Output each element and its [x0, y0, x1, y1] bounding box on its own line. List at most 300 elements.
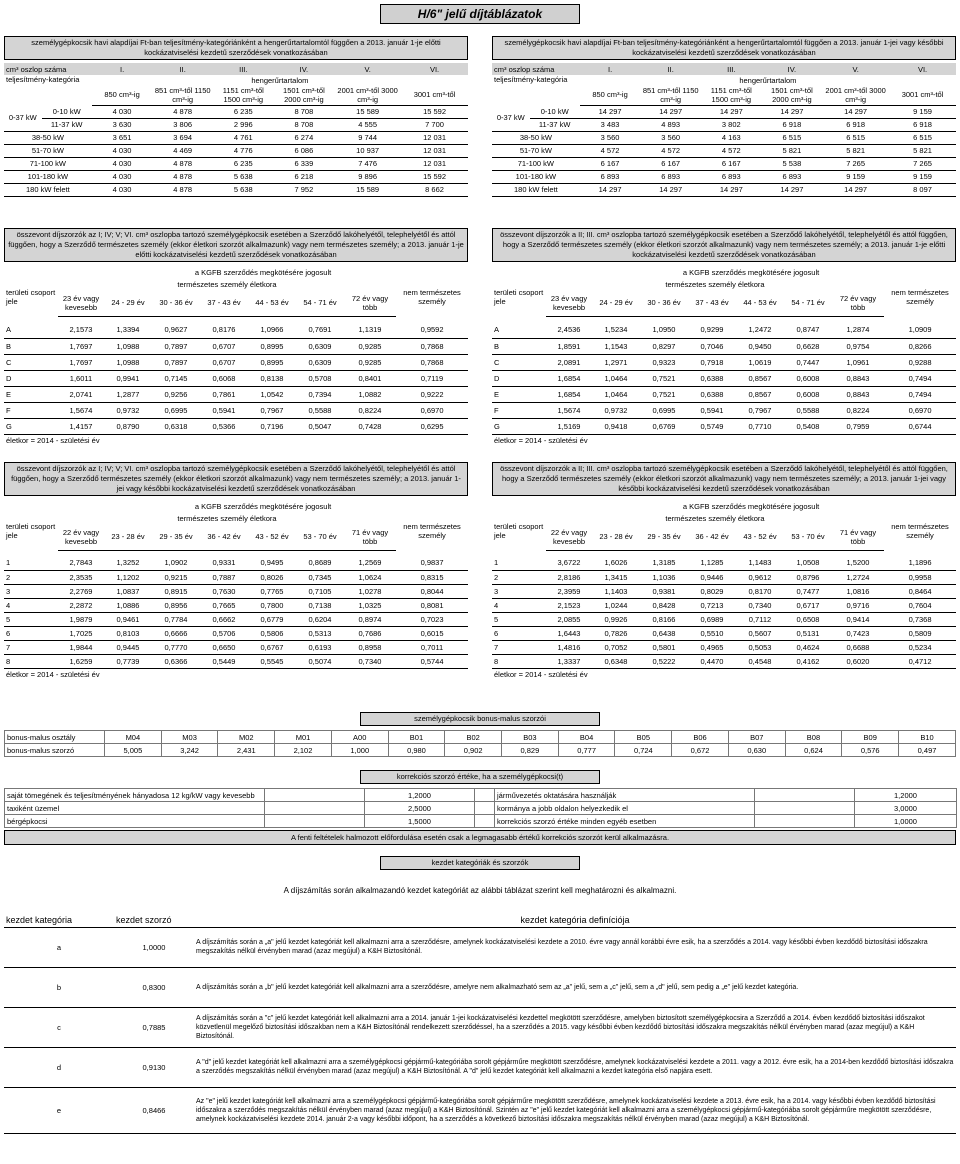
cell: 0,8401	[344, 370, 396, 386]
region-code: 8	[4, 654, 58, 668]
cell: 0,5941	[688, 402, 736, 418]
col-header: II.	[179, 64, 186, 74]
cell: 0,8843	[832, 386, 884, 402]
cell: 6 218	[274, 170, 335, 183]
cell: 2,1573	[58, 322, 104, 338]
cell: 5 638	[213, 170, 274, 183]
non-natural-label: nem természetes személy	[891, 522, 949, 540]
col-header: VI.	[917, 64, 928, 74]
cell: 0,7967	[248, 402, 296, 418]
cell: 0,7112	[736, 612, 784, 626]
cell: 1,1285	[688, 556, 736, 570]
cell: 0,5053	[736, 640, 784, 654]
cell: 0,7918	[688, 354, 736, 370]
cell: 0,7959	[832, 418, 884, 434]
cell: 0,8428	[640, 598, 688, 612]
region-code: G	[492, 418, 546, 434]
row-label: 38-50 kW	[492, 131, 580, 144]
region-code: 2	[492, 570, 546, 584]
cell: 1,4157	[58, 418, 104, 434]
age-footnote: életkor = 2014 - születési év	[494, 435, 588, 445]
cell: 0,7521	[640, 386, 688, 402]
cell: 1,6443	[546, 626, 592, 640]
cell: 0,7897	[152, 338, 200, 354]
cell: 1,5169	[546, 418, 592, 434]
cell: 6 893	[701, 170, 762, 183]
bonus-factor: 3,242	[161, 744, 218, 757]
cell: 1,0882	[344, 386, 396, 402]
cell: 0,9288	[884, 354, 956, 370]
region-code: 3	[492, 584, 546, 598]
cell: 0,6995	[152, 402, 200, 418]
kgfb-label: a KGFB szerződés megkötésére jogosult	[194, 501, 332, 511]
section-heading: összevont díjszorzók az I; IV; V; VI. cm³ oszlopba tartozó személygépkocsik esetében a Szerződő lakóhelyétől, telephelyétől és attól függően, hogy a Szerződő természetes személy (ekkor életkori szorzót alkalmazunk) vagy nem természetes személy; a 2013. január 1-je előtti kockázatviselési kezdetű szerződések vonatkozásában	[4, 228, 468, 262]
cell: 7 265	[822, 157, 889, 170]
cell: 1,3394	[104, 322, 152, 338]
group-label: 0-37 kW	[492, 105, 530, 131]
region-label: területi csoport jele	[494, 288, 544, 306]
base-fee-table-new	[492, 36, 956, 197]
category-code: d	[4, 1047, 114, 1087]
cell: 0,6767	[248, 640, 296, 654]
cell: 0,9446	[688, 570, 736, 584]
cell: 0,9612	[736, 570, 784, 584]
cell: 5 821	[762, 144, 823, 157]
cell: 14 297	[640, 105, 701, 118]
cell: 0,7770	[152, 640, 200, 654]
row-label: 180 kW felett	[4, 183, 92, 196]
col-header: II.	[667, 64, 674, 74]
row-label: 71-100 kW	[4, 157, 92, 170]
cell: 4 030	[92, 183, 153, 196]
cell: 1,0950	[640, 322, 688, 338]
displacement-label: hengerűrtartalom	[739, 75, 797, 85]
factor-table-new-II-III	[492, 462, 956, 680]
bonus-factor: 2,431	[218, 744, 275, 757]
cell: 0,8567	[736, 370, 784, 386]
ccm-header: 851 cm³-től 1150 cm³-ig	[152, 85, 213, 105]
category-code: b	[4, 967, 114, 1007]
cell: 0,6438	[640, 626, 688, 640]
cell: 6 167	[640, 157, 701, 170]
age-header: 71 év vagy több	[344, 524, 396, 550]
cell: 0,9414	[832, 612, 884, 626]
category-factor: 0,8300	[114, 967, 194, 1007]
cell: 1,1319	[344, 322, 396, 338]
cell: 3 630	[92, 118, 153, 131]
cell: 6 086	[274, 144, 335, 157]
row-label: 0-10 kW	[530, 105, 580, 118]
cell: 14 297	[580, 183, 641, 196]
cell: 1,0966	[248, 322, 296, 338]
cell: 1,0508	[784, 556, 832, 570]
cell: 0,8224	[832, 402, 884, 418]
cell: 6 918	[889, 118, 956, 131]
cell: 0,8026	[248, 570, 296, 584]
bonus-factor: 0,724	[615, 744, 672, 757]
region-code: 1	[4, 556, 58, 570]
cell: 12 031	[401, 157, 468, 170]
cell: 9 744	[334, 131, 401, 144]
displacement-label: hengerűrtartalom	[251, 75, 309, 85]
cell: 2,0891	[546, 354, 592, 370]
cell: 5 538	[762, 157, 823, 170]
cell: 3 802	[701, 118, 762, 131]
cell: 4 878	[152, 105, 213, 118]
cell: 0,7861	[200, 386, 248, 402]
cell: 7 700	[401, 118, 468, 131]
cell: 2,1523	[546, 598, 592, 612]
cell: 6 893	[580, 170, 641, 183]
definition-col-header: kezdet kategória definíciója	[194, 913, 956, 927]
row-label: 0-10 kW	[42, 105, 92, 118]
cell: 14 297	[701, 183, 762, 196]
cell: 0,5744	[396, 654, 468, 668]
ccm-header: 1501 cm³-től 2000 cm³-ig	[762, 85, 823, 105]
bonus-class: B01	[388, 731, 445, 744]
cell: 0,7394	[296, 386, 344, 402]
cell: 1,2874	[832, 322, 884, 338]
bonus-malus-heading: személygépkocsik bonus-malus szorzói	[360, 712, 600, 726]
cell: 1,3337	[546, 654, 592, 668]
cell: 0,8843	[832, 370, 884, 386]
row-label: 101-180 kW	[4, 170, 92, 183]
cell: 1,1483	[736, 556, 784, 570]
bonus-factor: 0,777	[558, 744, 615, 757]
category-definition: A díjszámítás során a „a" jelű kezdet kategóriát kell alkalmazni arra a szerződésre, amelynek kockázatviselési kezdete a 2010. évre vagy annál korábbi évre esik, ha a szerződés a 2014. vagy későbbi évben kezdődő biztosítási időszakra megszakítás nélkül érvényben marad (azaz megújul) a K&H Biztosítónál.	[194, 927, 956, 967]
cell: 1,5200	[832, 556, 884, 570]
cell: 0,9331	[200, 556, 248, 570]
cell: 0,7665	[200, 598, 248, 612]
cell: 2,0855	[546, 612, 592, 626]
cell: 0,6707	[200, 354, 248, 370]
cell: 0,6348	[592, 654, 640, 668]
age-header: 30 - 36 év	[640, 290, 688, 316]
age-header: 36 - 42 év	[688, 524, 736, 550]
cell: 3 560	[580, 131, 641, 144]
cell: 0,9627	[152, 322, 200, 338]
bonus-factor: 1,000	[331, 744, 388, 757]
cell: 1,2877	[104, 386, 152, 402]
col-number-label: cm³ oszlop száma	[6, 64, 67, 74]
correction-condition: kormánya a jobb oldalon helyezkedik el	[495, 802, 755, 815]
region-code: C	[4, 354, 58, 370]
cell: 1,6011	[58, 370, 104, 386]
age-footnote: életkor = 2014 - születési év	[494, 669, 588, 679]
cell: 0,7868	[396, 338, 468, 354]
category-factor: 0,9130	[114, 1047, 194, 1087]
performance-label: teljesítmény-kategória	[6, 75, 80, 84]
ccm-header: 1151 cm³-től 1500 cm³-ig	[701, 85, 762, 105]
group-label: 0-37 kW	[4, 105, 42, 131]
kgfb-label: a KGFB szerződés megkötésére jogosult	[682, 267, 820, 277]
cell: 2,0741	[58, 386, 104, 402]
bonus-malus-section	[4, 712, 956, 757]
performance-label: teljesítmény-kategória	[494, 75, 568, 84]
col-header: III.	[727, 64, 736, 74]
cell: 0,6388	[688, 386, 736, 402]
cell: 0,8974	[344, 612, 396, 626]
cell: 4 878	[152, 157, 213, 170]
cell: 1,7697	[58, 354, 104, 370]
row-label: 101-180 kW	[492, 170, 580, 183]
cell: 0,9445	[104, 640, 152, 654]
category-factor: 1,0000	[114, 927, 194, 967]
bonus-class: M03	[161, 731, 218, 744]
cell: 0,5366	[200, 418, 248, 434]
cell: 0,5449	[200, 654, 248, 668]
cell: 0,8138	[248, 370, 296, 386]
ccm-header: 2001 cm³-től 3000 cm³-ig	[334, 85, 401, 105]
cell: 0,8689	[296, 556, 344, 570]
row-label: 51-70 kW	[4, 144, 92, 157]
cell: 15 589	[334, 105, 401, 118]
cell: 1,1036	[640, 570, 688, 584]
cell: 1,1896	[884, 556, 956, 570]
col-header: V.	[852, 64, 859, 74]
region-code: 6	[4, 626, 58, 640]
age-header: 24 - 29 év	[104, 290, 152, 316]
cell: 0,6779	[248, 612, 296, 626]
cell: 0,6688	[832, 640, 884, 654]
cell: 0,8958	[344, 640, 396, 654]
cell: 0,5588	[784, 402, 832, 418]
cell: 6 893	[762, 170, 823, 183]
cell: 3 483	[580, 118, 641, 131]
cell: 1,5674	[58, 402, 104, 418]
cell: 0,9299	[688, 322, 736, 338]
age-header: 23 - 28 év	[592, 524, 640, 550]
cell: 4 878	[152, 170, 213, 183]
cell: 0,7213	[688, 598, 736, 612]
cell: 12 031	[401, 144, 468, 157]
cell: 0,9256	[152, 386, 200, 402]
cell: 1,0325	[344, 598, 396, 612]
cell: 0,8081	[396, 598, 468, 612]
cell: 6 515	[889, 131, 956, 144]
cell: 0,8464	[884, 584, 956, 598]
bonus-class: B05	[615, 731, 672, 744]
cell: 7 265	[889, 157, 956, 170]
cell: 0,7023	[396, 612, 468, 626]
bonus-factor: 0,576	[842, 744, 899, 757]
cell: 0,8567	[736, 386, 784, 402]
cell: 0,5510	[688, 626, 736, 640]
cell: 1,0619	[736, 354, 784, 370]
cell: 5 821	[822, 144, 889, 157]
cell: 0,8315	[396, 570, 468, 584]
cell: 0,7494	[884, 370, 956, 386]
cell: 0,7423	[832, 626, 884, 640]
correction-condition: járművezetés oktatására használják	[495, 789, 755, 802]
cell: 0,6309	[296, 338, 344, 354]
bonus-class: B03	[502, 731, 559, 744]
age-header: 54 - 71 év	[296, 290, 344, 316]
region-code: 7	[492, 640, 546, 654]
cell: 0,4624	[784, 640, 832, 654]
bonus-class: B07	[728, 731, 785, 744]
cell: 0,8995	[248, 354, 296, 370]
cell: 1,0278	[344, 584, 396, 598]
cell: 0,5708	[296, 370, 344, 386]
cell: 1,0464	[592, 370, 640, 386]
cell: 0,7340	[344, 654, 396, 668]
non-natural-label: nem természetes személy	[403, 288, 461, 306]
cell: 0,6015	[396, 626, 468, 640]
col-header: I.	[119, 64, 125, 74]
region-code: B	[4, 338, 58, 354]
cell: 0,7800	[248, 598, 296, 612]
region-label: területi csoport jele	[6, 288, 56, 306]
cell: 0,8224	[344, 402, 396, 418]
ccm-header: 3001 cm³-től	[401, 85, 468, 105]
factor-table-new-I-IV-V-VI	[4, 462, 468, 680]
cell: 1,0988	[104, 354, 152, 370]
cell: 0,9958	[884, 570, 956, 584]
cell: 0,9461	[104, 612, 152, 626]
category-definition: A díjszámítás során a "c" jelű kezdet kategóriát kell alkalmazni arra a 2014. január 1-jei kockázatviselési kezdettel megkötött szerződésre, amelyben biztosított személygépkocsira a Szerződő a 2014. évben kezdődő biztosítási időszakot közvetlenül megelőző biztosítási időszakban nem a K&H Biztosítónál rendelkezett szerződéssel, ha a szerződés a 2015. vagy későbbi évben kezdődő biztosítási időszakra megszakítás nélkül érvényben marad (azaz megújul) a K&H Biztosítónál.	[194, 1007, 956, 1047]
cell: 4 030	[92, 157, 153, 170]
cell: 2,3959	[546, 584, 592, 598]
cell: 9 159	[889, 105, 956, 118]
bonus-class: M02	[218, 731, 275, 744]
col-header: IV.	[787, 64, 797, 74]
cell: 8 708	[274, 118, 335, 131]
cell: 4 555	[334, 118, 401, 131]
cell: 1,0244	[592, 598, 640, 612]
age-header: 23 év vagy kevesebb	[58, 290, 104, 316]
cell: 0,7105	[296, 584, 344, 598]
cell: 0,8029	[688, 584, 736, 598]
cell: 1,0464	[592, 386, 640, 402]
age-header: 24 - 29 év	[592, 290, 640, 316]
cell: 0,6628	[784, 338, 832, 354]
cell: 0,6650	[200, 640, 248, 654]
row-label: 51-70 kW	[492, 144, 580, 157]
cell: 1,6854	[546, 370, 592, 386]
ccm-header: 1151 cm³-től 1500 cm³-ig	[213, 85, 274, 105]
cell: 7 476	[334, 157, 401, 170]
cell: 0,6970	[884, 402, 956, 418]
cell: 1,0961	[832, 354, 884, 370]
cell: 0,7345	[296, 570, 344, 584]
cell: 0,5809	[884, 626, 956, 640]
cell: 0,6508	[784, 612, 832, 626]
cell: 4 878	[152, 183, 213, 196]
cell: 6 515	[762, 131, 823, 144]
bonus-factor-label: bonus-malus szorzó	[5, 744, 105, 757]
cell: 1,2569	[344, 556, 396, 570]
region-code: 4	[4, 598, 58, 612]
cell: 0,7868	[396, 354, 468, 370]
bonus-class: A00	[331, 731, 388, 744]
region-code: 6	[492, 626, 546, 640]
correction-condition: saját tömegének és teljesítményének hányadosa 12 kg/kW vagy kevesebb	[5, 789, 265, 802]
region-code: F	[492, 402, 546, 418]
category-definition: A "d" jelű kezdet kategóriát kell alkalmazni arra a személygépkocsi gépjármű-kategóriába sorolt gépjárműre megkötött szerződésre, amelynek kockázatviselési kezdete a 2011. vagy a 2012. évre esik, ha a 2014-ben kezdődő biztosítási időszakra a szerződés megszakítás nélkül érvényben marad (azaz megújul) a K&H Biztosítónál. A "d" jelű kezdet kategóriát kell alkalmazni a kezdet kategória első napjára esett.	[194, 1047, 956, 1087]
cell: 12 031	[401, 131, 468, 144]
cell: 4 030	[92, 170, 153, 183]
bonus-factor: 0,624	[785, 744, 842, 757]
cell: 0,7340	[736, 598, 784, 612]
cell: 1,1543	[592, 338, 640, 354]
cell: 1,2971	[592, 354, 640, 370]
cell: 1,5674	[546, 402, 592, 418]
cell: 0,4548	[736, 654, 784, 668]
cell: 0,8747	[784, 322, 832, 338]
cell: 0,6309	[296, 354, 344, 370]
cell: 0,8176	[200, 322, 248, 338]
bonus-factor: 0,829	[502, 744, 559, 757]
cell: 0,6068	[200, 370, 248, 386]
cell: 1,1403	[592, 584, 640, 598]
cell: 0,6204	[296, 612, 344, 626]
cell: 2,2769	[58, 584, 104, 598]
ccm-header: 3001 cm³-től	[889, 85, 956, 105]
cell: 0,5222	[640, 654, 688, 668]
cell: 0,9716	[832, 598, 884, 612]
cell: 0,6769	[640, 418, 688, 434]
cell: 0,7011	[396, 640, 468, 654]
cell: 6 235	[213, 105, 274, 118]
cell: 1,5234	[592, 322, 640, 338]
cell: 6 339	[274, 157, 335, 170]
age-label: természetes személy életkora	[665, 279, 765, 289]
age-header: 72 év vagy több	[832, 290, 884, 316]
cell: 1,6854	[546, 386, 592, 402]
cell: 2,8186	[546, 570, 592, 584]
cell: 1,9844	[58, 640, 104, 654]
cell: 3 694	[152, 131, 213, 144]
region-code: B	[492, 338, 546, 354]
cell: 0,9941	[104, 370, 152, 386]
cell: 0,9323	[640, 354, 688, 370]
cell: 1,6026	[592, 556, 640, 570]
category-code: c	[4, 1007, 114, 1047]
age-header: 53 - 70 év	[296, 524, 344, 550]
cell: 9 159	[822, 170, 889, 183]
region-code: F	[4, 402, 58, 418]
cell: 0,8170	[736, 584, 784, 598]
cell: 0,8915	[152, 584, 200, 598]
age-header: 71 év vagy több	[832, 524, 884, 550]
cell: 1,2724	[832, 570, 884, 584]
cell: 3 651	[92, 131, 153, 144]
cell: 15 592	[401, 105, 468, 118]
cell: 0,6008	[784, 386, 832, 402]
cell: 3,6722	[546, 556, 592, 570]
cell: 0,6970	[396, 402, 468, 418]
correction-condition: taxiként üzemel	[5, 802, 265, 815]
correction-heading: korrekciós szorzó értéke, ha a személygépkocsi(t)	[360, 770, 600, 784]
bonus-class: B06	[672, 731, 729, 744]
cell: 14 297	[762, 105, 823, 118]
correction-value: 1,2000	[365, 789, 475, 802]
cell: 0,7447	[784, 354, 832, 370]
cell: 0,7119	[396, 370, 468, 386]
correction-value: 2,5000	[365, 802, 475, 815]
factor-table-old-I-IV-V-VI	[4, 228, 468, 446]
cell: 8 662	[401, 183, 468, 196]
category-code: e	[4, 1087, 114, 1133]
cell: 0,9495	[248, 556, 296, 570]
row-label: 71-100 kW	[492, 157, 580, 170]
cell: 0,6366	[152, 654, 200, 668]
region-code: 7	[4, 640, 58, 654]
col-header: I.	[607, 64, 613, 74]
bonus-class: B08	[785, 731, 842, 744]
cell: 0,5545	[248, 654, 296, 668]
